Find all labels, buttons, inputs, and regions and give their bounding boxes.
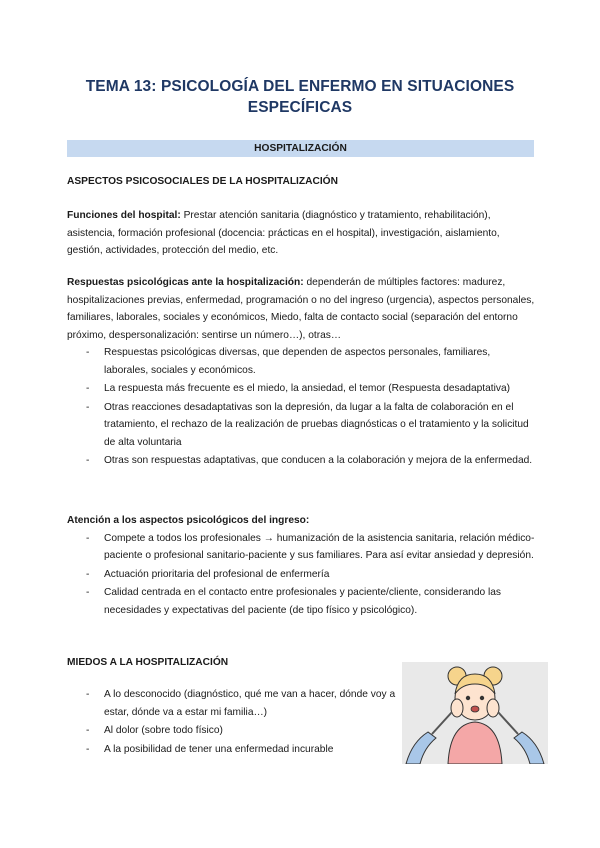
mouth xyxy=(471,706,479,712)
eye-left xyxy=(466,696,470,700)
list-item-text: Otras son respuestas adaptativas, que conducen a la colaboración y mejora de la enfermedad. xyxy=(104,455,533,466)
list-item xyxy=(67,344,535,379)
list-item-text: A la posibilidad de tener una enfermedad incurable xyxy=(104,743,334,755)
hand-left xyxy=(451,699,463,717)
list-item-text: Respuestas psicológicas diversas, que dependen de aspectos personales, familiares, laborales, sociales y económicos. xyxy=(104,347,491,376)
dash-marker: - xyxy=(86,401,90,413)
atencion-heading xyxy=(67,512,535,530)
list-item-text: Calidad centrada en el contacto entre profesionales y paciente/cliente, considerando las necesidades y expectativas del paciente (de tipo físico y psicológico). xyxy=(104,587,501,616)
atencion-list xyxy=(67,530,535,620)
hand-right xyxy=(487,699,499,717)
miedos-section xyxy=(67,686,397,759)
dash-marker: - xyxy=(86,689,90,700)
dental-tool-left xyxy=(432,712,452,734)
miedos-heading-text: MIEDOS A LA HOSPITALIZACIÓN xyxy=(67,657,229,668)
list-item xyxy=(67,741,397,759)
funciones-text: Prestar atención sanitaria (diagnóstico y tratamiento, rehabilitación), asistencia, formación profesional (docencia: prácticas en el hospital), investigación, aislamiento, gestión, actividades, protección del medio, etc. xyxy=(67,210,500,256)
atencion-label: Atención a los aspectos psicológicos del ingreso: xyxy=(67,515,310,526)
dental-tool-right xyxy=(498,712,518,734)
respuestas-text: dependerán de múltiples factores: madurez, hospitalizaciones previas, enfermedad, programación o no del ingreso (urgencia), aspectos personales, familiares, laborales, sociales y económicos, Miedo, falta de contacto social (separación del entorno próximo, despersonalización: sentirse un número…), otras… xyxy=(67,277,535,341)
list-item-text: Compete a todos los profesionales → humanización de la asistencia sanitaria, relación médico-paciente o profesional sanitario-paciente y sus familiares. Para así evitar ansiedad y depresión. xyxy=(104,532,535,561)
dash-marker: - xyxy=(86,725,90,736)
dash-marker: - xyxy=(86,347,90,358)
aspectos-heading xyxy=(67,173,535,191)
miedos-list xyxy=(67,686,397,758)
list-item xyxy=(67,530,535,565)
dash-marker: - xyxy=(86,383,90,394)
list-item-text: Otras reacciones desadaptativas son la depresión, da lugar a la falta de colaboración en el tratamiento, el rechazo de la realización de pruebas diagnósticas o el tratamiento y la solicitud de alta voluntaria xyxy=(104,401,529,448)
list-item xyxy=(67,584,535,619)
list-item-text: Al dolor (sobre todo físico) xyxy=(104,725,223,736)
list-item xyxy=(67,686,397,721)
dash-marker: - xyxy=(86,532,90,544)
list-item xyxy=(67,380,535,398)
funciones-label: Funciones del hospital: xyxy=(67,210,181,221)
frightened-patient-illustration xyxy=(402,662,548,764)
list-item xyxy=(67,722,397,740)
frightened-patient-icon xyxy=(402,662,548,764)
atencion-section xyxy=(67,512,535,620)
funciones-paragraph xyxy=(67,207,535,260)
list-item-text: A lo desconocido (diagnóstico, qué me van a hacer, dónde voy a estar, dónde va a estar mi familia…) xyxy=(104,689,396,718)
aspectos-heading-text: ASPECTOS PSICOSOCIALES DE LA HOSPITALIZACIÓN xyxy=(67,176,338,187)
list-item xyxy=(67,452,535,470)
sweater xyxy=(448,722,502,764)
dash-marker: - xyxy=(86,587,90,598)
list-item-text: La respuesta más frecuente es el miedo, la ansiedad, el temor (Respuesta desadaptativa) xyxy=(104,383,511,394)
page-title: TEMA 13: PSICOLOGÍA DEL ENFERMO EN SITUACIONES ESPECÍFICAS xyxy=(85,78,515,116)
respuestas-label: Respuestas psicológicas ante la hospitalización: xyxy=(67,277,304,288)
eye-right xyxy=(480,696,484,700)
list-item xyxy=(67,399,535,452)
dash-marker: - xyxy=(86,455,90,466)
section-banner: HOSPITALIZACIÓN xyxy=(67,140,534,157)
list-item xyxy=(67,566,535,584)
list-item-text: Actuación prioritaria del profesional de enfermería xyxy=(104,568,330,580)
respuestas-section xyxy=(67,274,535,471)
glove-left xyxy=(406,732,436,764)
dash-marker: - xyxy=(86,568,90,580)
dash-marker: - xyxy=(86,743,90,755)
respuestas-paragraph xyxy=(67,274,535,344)
respuestas-list xyxy=(67,344,535,470)
glove-right xyxy=(514,732,544,764)
